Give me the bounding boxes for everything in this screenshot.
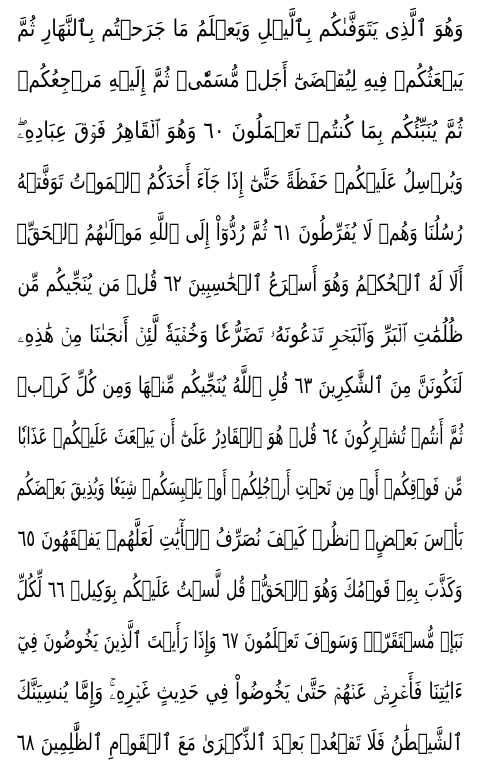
text-line-7 [16,310,464,361]
verse-text: بَأۡسَ بَعۡضٍۗ ٱنظُرۡ كَيۡفَ نُصَرِّفُ ٱلۡأٓيَٰتِ لَعَلَّهُمۡ يَفۡقَهُونَ ٦٥ [17,526,463,552]
quran-page [16,4,464,772]
verse-text: رُسُلُنَا وَهُمۡ لَا يُفَرِّطُونَ ٦١ ثُمَّ رُدُّوٓاْ إِلَى ٱللَّهِ مَوۡلَىٰهُمُ ٱلۡحَقِّۚ [16,220,464,246]
text-line-5 [16,208,464,259]
text-line-1 [16,4,464,55]
text-line-15 [16,718,464,769]
verse-text: وَيُرۡسِلُ عَلَيۡكُمۡ حَفَظَةً حَتَّىٰٓ إِذَا جَآءَ أَحَدَكُمُ ٱلۡمَوۡتُ تَوَفَّتۡهُ [16,169,464,195]
text-line-11 [16,514,464,565]
text-line-14 [16,667,464,718]
text-line-6 [16,259,464,310]
text-line-8 [16,361,464,412]
text-line-4 [16,157,464,208]
verse-text: لَنَكُونَنَّ مِنَ ٱلشَّٰكِرِينَ ٦٣ قُلِ ٱللَّهُ يُنَجِّيكُم مِّنۡهَا وَمِن كُلِّ كَرۡبٖ [17,373,463,399]
verse-text: ٱلشَّيۡطَٰنُ فَلَا تَقۡعُدۡ بَعۡدَ ٱلذِّكۡرَىٰ مَعَ ٱلۡقَوۡمِ ٱلظَّٰلِمِينَ ٦٨ [16,730,464,756]
verse-text: ثُمَّ يُنَبِّئُكُم بِمَا كُنتُمۡ تَعۡمَلُونَ ٦٠ وَهُوَ ٱلۡقَاهِرُ فَوۡقَ عِبَادِهِۦۖ [17,118,463,144]
verse-text: وَكَذَّبَ بِهِۦ قَوۡمُكَ وَهُوَ ٱلۡحَقُّۚ قُل لَّسۡتُ عَلَيۡكُم بِوَكِيلٖ ٦٦ لِّكُلِّ [16,577,464,603]
text-line-2 [16,55,464,106]
text-line-10 [16,463,464,514]
verse-text: وَهُوَ ٱلَّذِى يَتَوَفَّىٰكُم بِٱلَّيۡلِ وَيَعۡلَمُ مَا جَرَحۡتُم بِٱلنَّهَارِ ثُمَّ [16,16,464,42]
text-line-13 [16,616,464,667]
verse-text: نَبَإٖ مُّسۡتَقَرّٞۚ وَسَوۡفَ تَعۡلَمُونَ ٦٧ وَإِذَا رَأَيۡتَ ٱلَّذِينَ يَخُوضُونَ فِيٓ [17,628,463,654]
verse-text: يَبۡعَثُكُمۡ فِيهِ لِيُقۡضَىٰٓ أَجَلٞ مُّسَمّٗىۖ ثُمَّ إِلَيۡهِ مَرۡجِعُكُمۡ [16,67,464,93]
verse-text: أَلَا لَهُ ٱلۡحُكۡمُ وَهُوَ أَسۡرَعُ ٱلۡحَٰسِبِينَ ٦٢ قُلۡ مَن يُنَجِّيكُم مِّن [17,271,463,297]
verse-text: ثُمَّ أَنتُمۡ تُشۡرِكُونَ ٦٤ قُلۡ هُوَ ٱلۡقَادِرُ عَلَىٰٓ أَن يَبۡعَثَ عَلَيۡكُمۡ عَذَابٗا [17,424,463,450]
verse-text: ءَايَٰتِنَا فَأَعۡرِضۡ عَنۡهُمۡ حَتَّىٰ يَخُوضُواْ فِي حَدِيثٍ غَيۡرِهِۦۚ وَإِمَّا يُنسِيَنَّكَ [16,679,464,705]
verse-text: ظُلُمَٰتِ ٱلۡبَرِّ وَٱلۡبَحۡرِ تَدۡعُونَهُۥ تَضَرُّعٗا وَخُفۡيَةٗ لَّئِنۡ أَنجَىٰنَا مِنۡ هَٰذِهِۦ [17,322,463,348]
verse-text: مِّن فَوۡقِكُمۡ أَوۡ مِن تَحۡتِ أَرۡجُلِكُمۡ أَوۡ يَلۡبِسَكُمۡ شِيَعٗا وَيُذِيقَ بَعۡضَكُم [16,475,464,501]
text-line-9 [16,412,464,463]
text-line-12 [16,565,464,616]
text-line-3 [16,106,464,157]
